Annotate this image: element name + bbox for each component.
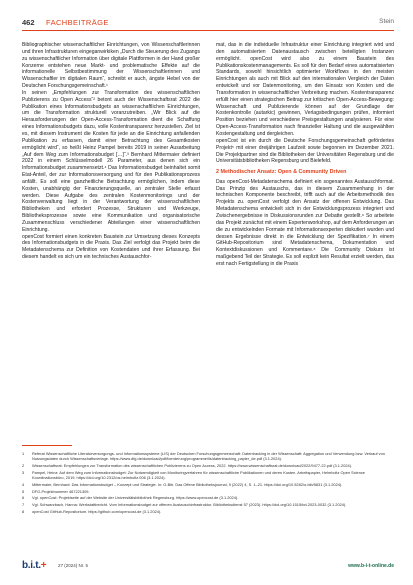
footnote: 1 Referat Wissenschaftliche Literaturversorgungs- und Informationssysteme (LIS) der Deutschen Forschungsgemeinschaft: Datentracking in der Wissenschaft: Aggregation und Verwendung bzw. Verkauf von Nutzungsdaten durch Wissenschaftsverlage. https://www.dfg.de/download/pdf/foerderung/programme/lis/datentracking_papier_de.pdf (3.1.2024). [22,451,385,462]
footnote: 6 Vgl. openCost: Projektseite auf der Website der Universitätsbibliothek Regensburg. https://www.opencost.de (3.1.2024). [22,495,239,501]
paragraph: Bibliographischer wissenschaftlicher Einrichtungen, von Wissenschaftlerinnen und ihren Infrastrukturen eingeganwirkiken „Durch die Steuerung des Zugangs zu wissenschaftlicher Information über digitale Plattformen in der Hand großer Konzerne entstehen neue Markt- und problematische Effekte auf die informationelle Selbstbestimmung der Wissenschaftlerinnen und Wissenschaftler im digitalen Raum“, schreibt er auch, ängste Hebel von der Deutschen Forschungsgemeinschaft.¹ [22,42,200,90]
footnote: 2 Wissenschaftsrat: Empfehlungen zur Transformation des wissenschaftlichen Publizierens zu Open Access, 2022. https://www.wissenschaftsrat.de/download/2022/9477-22.pdf (3.1.2024). [22,463,353,468]
footnote: 4 Mittermaier, Bernhard: Das Informationsbudget – Konzept und Strategie. In: O-Bib. Das Offene Bibliotheksjournal, 9 (2022) 4, S. 1–21. https://doi.org/10.5282/o-bib/5831 (3.1.2024). [22,481,343,487]
website-link[interactable]: www.b-i-t-online.de [348,563,394,569]
running-head: Stein [379,18,394,25]
journal-logo: b.i.t.+ [22,560,47,571]
paragraph: In seinen „Empfehlungen zur Transformation des wissenschaftlichen Publizierens zu Open Access“² betont auch der Wissenschaftsrat 2022 die Publikation eines Informationsbudgets an wissenschaftlichen Einrichtungen, um die Transformation strukturell voranzutreiben. „Wir Blick auf die Herausforderungen der Open-Access-Transformation dient die Schaffung eines Informationsbudgets dazu, volle Kostentransparenz herzustellen. Ziel ist es, mit diesem Instrument die Kosten für jede an die Einrichtung anfallenden Publikation zu erfassen, damit einer Betrachtung des Gesamtkosten ermöglicht wird“, so heißt Heinz Pampel bereits 2019 in seiner Ausarbeitung „Auf dem Weg zum Informationsbudget […]“.³ Bernhard Mittermaier definiert 2022 in einem Schlüsselmodell 26 Parameter, aus denen sich ein Informationsbudget zusammensetzt.⁴ Das Informationsbudget beinhaltet somit Etat-Anteil, der zur Informationsversorgung und für den Publikationsprozess anfällt. Es soll eine ganzheitliche Betrachtung ermöglichen, indem diese Kosten, unabhängig der Finanzierungsquelle, an zentraler Stelle erfasst werden. Diese Aufgabe des zentralen Kostenmonitorings und der Kostenverwaltung liegt in der Verantwortung der wissenschaftlichen Bibliotheken und erfordert Prozesse, Strukturen und Werkzeuge, Bibliotheksprozesse sowie eine Kommunikation und organisatorische Zusammenschluss verschiedener Abteilungen einer wissenschaftlichen Einrichtung. [22,89,200,233]
paragraph: openCost formiert einen konkreten Baustein zur Umsetzung dieses Konzepts des Informationsbudgets in die Praxis. Das Ziel verfolgt das Projekt beim die Metadatenschema zur Definition von Kostendaten und ihrer Erfassung. Bei diesem handelt es sich um ein technisches Austauschfor- [22,233,200,261]
section-heading: 2 Methodischer Ansatz: Open & Community Driven [216,169,347,176]
footnote: 8 openCost GitHub-Repositorium. https://github.com/opencost-de (3.1.2024). [22,508,162,514]
header-rule [22,30,394,31]
footnotes [22,451,394,516]
left-column [22,42,200,261]
footnote: 5 DFG-Projektnummer 467221309. [22,488,90,494]
footnote-rule [22,445,72,446]
footnote: 3 Pampel, Heinz: Auf dem Weg zum Informationsbudget: Zur Notwendigkeit von Monitoringverfahren für wissenschaftliche Publikationen und deren Kosten. Arbeitspapier, Helmholtz Open Science Koordinationsbüro, 2019. https://doi.org/10.2312/os.helmholtz.006 (3.1.2024). [22,469,365,480]
page-footer [22,560,394,576]
section-label: FACHBEITRÄGE [46,18,109,27]
paragraph: Das openCost-Metadatenschema definiert ein sogenanntes Austauschformat. Das Prinzip des Austauschs, das in diesem Zusammenhang in der technischen Komponente beschreibt, trifft auch auf die Arbeitsmethodik des Projekts zu. openCost verfolgt den Ansatz der offenen Entwicklung. Das Metadatenschema entwickelt sich in der Entwicklungsprozess integriert und Zwischenergebnisse in Diskussionsrunden zur Debatte gestellt.⁶ So arbeitete das Projekt zunächst mit einem Expertenworkshop, auf dem Anforderungen an die zu entwickelnden Formate mit Informationsexperten diskutiert wurden und dessen Ergebnisse direkt in die Entwicklung der Spezifikation.⁷ In einem GitHub-Repositorium sind Metadatenschema, Dokumentation und Kontextdiskussionen und Kommentare.⁸ Die Community Diskurs ist maßgebend Teil der Strategie. Es soll explizit kein Resultat erzielt werden, das erst nach Fertigstellung in die Praxis [216,178,394,267]
right-column [216,42,394,268]
paragraph: openCost ist ein durch die Deutsche Forschungsgemeinschaft gefördertes Projekt⁵ mit einer dreijährigen Laufzeit sowie begonnen im Dezember 2021. Die Projektpartner sind die Bibliotheken der Universitäten Regensburg und die Universitätsbibliotheken Regensburg und Bielefeld. [216,137,394,165]
paragraph: mat, das in die individuelle Infrastruktur einer Einrichtung integriert wird und den automatisierten Datenaustausch zwischen beteiligten Instanzen ermöglicht. openCost wird also zu einem Baustein des Publikationskostenmanagements. Es soll für den Bedarf eines automatisierten Standards, sowohl hinsichtlich optimierter Workflows in den meisten Einrichtungen als auch mit Blick auf den internationalen Vergleich der Daten entwickelt und vor Datenmonitoring, um den Einsatz von Kosten und die Transformation in wissenschaftlicher Verbreitung machen. Kostentransparenz erfüllt hier einen strategischen Beitrag zur kritischen Open-Access-Bewegung: Wissenschaft und Publizierende können auf der Grundlage der Kostenkontrolle (autarkic) gewinnen, Verlagsbedingungen prüfen, informiert Position beziehen und verschiedene Preisgestaltungen analysieren. Für eine Open-Access-Transformation nach finanzieller Haltung und die ausgewählten Kostengestaltung und dergleichen. [216,42,394,137]
footnote: 7 Vgl. Schwarzbach, Hanna: Werkstattbericht. Vom Informationsbudget zur offenen Austauschinfrastruktur. Bibliotheksdienst 57 (2023). https://doi.org/10.1515/bd-2023-0032 (3.1.2024). [22,502,347,508]
page-number: 462 [22,18,35,27]
issue-info: 27 (2024) Nr. 5 [58,563,89,568]
